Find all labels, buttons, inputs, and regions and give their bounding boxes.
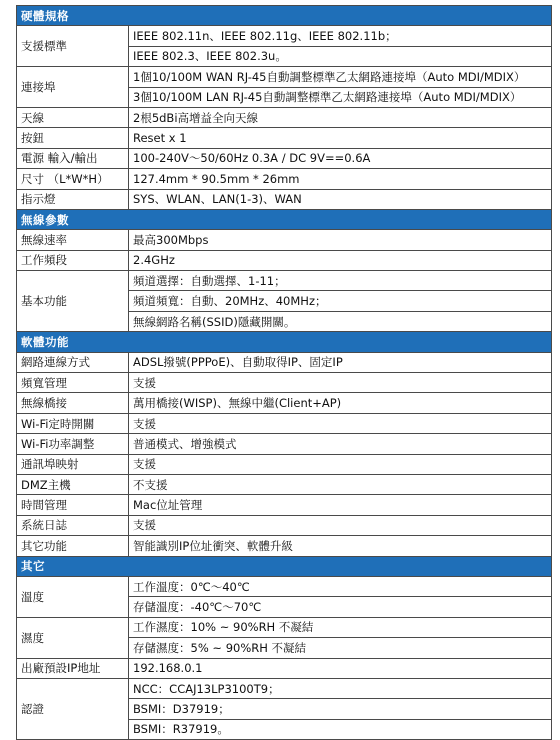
spec-value: 2根5dBi高增益全向天線 (129, 107, 552, 127)
spec-value: 頻道選擇：自動選擇、1-11； (129, 271, 552, 291)
spec-value: 支援 (129, 454, 552, 474)
spec-label: 出廠預設IP地址 (17, 658, 129, 678)
spec-label: Wi-Fi定時開關 (17, 413, 129, 433)
spec-value: 存儲濕度：5% ~ 90%RH 不凝結 (129, 638, 552, 658)
spec-row (17, 434, 552, 454)
spec-value: 1個10/100M WAN RJ-45自動調整標準乙太網路連接埠（Auto MDI/MDIX） (129, 67, 552, 87)
spec-value: 智能識別IP位址衝突、軟體升級 (129, 536, 552, 556)
section-header-row (17, 209, 552, 229)
spec-value: 存儲溫度：-40℃～70℃ (129, 597, 552, 617)
spec-row (17, 250, 552, 270)
spec-label: 系統日誌 (17, 515, 129, 535)
section-title: 硬體規格 (17, 6, 552, 26)
spec-value: 萬用橋接(WISP)、無線中繼(Client+AP) (129, 393, 552, 413)
spec-label: 按鈕 (17, 128, 129, 148)
spec-value: IEEE 802.3、IEEE 802.3u。 (129, 46, 552, 66)
section-header-row (17, 332, 552, 352)
spec-row (17, 271, 552, 291)
spec-value: BSMI：R37919。 (129, 719, 552, 739)
spec-value: NCC：CCAJ13LP3100T9； (129, 678, 552, 698)
spec-row (17, 678, 552, 698)
spec-value: 頻道頻寬：自動、20MHz、40MHz； (129, 291, 552, 311)
spec-table (16, 5, 552, 740)
spec-row (17, 658, 552, 678)
spec-label: 指示燈 (17, 189, 129, 209)
spec-value: 127.4mm * 90.5mm * 26mm (129, 169, 552, 189)
spec-label: 工作頻段 (17, 250, 129, 270)
spec-table-body (17, 6, 552, 740)
spec-label: Wi-Fi功率調整 (17, 434, 129, 454)
spec-value: 支援 (129, 515, 552, 535)
spec-label: 無線速率 (17, 230, 129, 250)
spec-value: 工作濕度：10% ~ 90%RH 不凝結 (129, 617, 552, 637)
spec-value: BSMI：D37919； (129, 699, 552, 719)
spec-label: 通訊埠映射 (17, 454, 129, 474)
spec-value: Mac位址管理 (129, 495, 552, 515)
spec-row (17, 373, 552, 393)
spec-value: 192.168.0.1 (129, 658, 552, 678)
spec-label: 天線 (17, 107, 129, 127)
spec-label: 基本功能 (17, 271, 129, 332)
spec-value: 最高300Mbps (129, 230, 552, 250)
spec-value: SYS、WLAN、LAN(1-3)、WAN (129, 189, 552, 209)
spec-row (17, 576, 552, 596)
section-header-row (17, 556, 552, 576)
spec-value: 不支援 (129, 474, 552, 494)
section-header-row (17, 6, 552, 26)
section-title: 軟體功能 (17, 332, 552, 352)
spec-row (17, 148, 552, 168)
spec-row (17, 393, 552, 413)
spec-row (17, 536, 552, 556)
spec-value: 工作溫度：0℃～40℃ (129, 576, 552, 596)
spec-label: 頻寬管理 (17, 373, 129, 393)
spec-row (17, 189, 552, 209)
spec-label: 濕度 (17, 617, 129, 658)
spec-label: 其它功能 (17, 536, 129, 556)
spec-label: 支援標準 (17, 26, 129, 67)
spec-label: 連接埠 (17, 67, 129, 108)
spec-value: ADSL撥號(PPPoE)、自動取得IP、固定IP (129, 352, 552, 372)
spec-row (17, 26, 552, 46)
spec-value: IEEE 802.11n、IEEE 802.11g、IEEE 802.11b； (129, 26, 552, 46)
spec-label: 電源 輸入/輸出 (17, 148, 129, 168)
spec-row (17, 352, 552, 372)
spec-value: 普通模式、增強模式 (129, 434, 552, 454)
section-title: 其它 (17, 556, 552, 576)
spec-row (17, 495, 552, 515)
spec-label: 網路連線方式 (17, 352, 129, 372)
spec-value: 2.4GHz (129, 250, 552, 270)
spec-value: 無線網路名稱(SSID)隱藏開關。 (129, 311, 552, 331)
spec-label: 無線橋接 (17, 393, 129, 413)
spec-value: 100-240V～50/60Hz 0.3A / DC 9V==0.6A (129, 148, 552, 168)
spec-row (17, 413, 552, 433)
spec-row (17, 67, 552, 87)
spec-row (17, 515, 552, 535)
spec-row (17, 454, 552, 474)
spec-label: 時間管理 (17, 495, 129, 515)
spec-row (17, 169, 552, 189)
spec-value: 支援 (129, 413, 552, 433)
section-title: 無線參數 (17, 209, 552, 229)
spec-label: 溫度 (17, 576, 129, 617)
spec-label: 尺寸 （L*W*H） (17, 169, 129, 189)
spec-row (17, 474, 552, 494)
spec-label: 認證 (17, 678, 129, 739)
spec-row (17, 617, 552, 637)
spec-row (17, 107, 552, 127)
spec-row (17, 128, 552, 148)
spec-row (17, 230, 552, 250)
spec-label: DMZ主機 (17, 474, 129, 494)
spec-value: 3個10/100M LAN RJ-45自動調整標準乙太網路連接埠（Auto MDI/MDIX） (129, 87, 552, 107)
spec-value: 支援 (129, 373, 552, 393)
spec-value: Reset x 1 (129, 128, 552, 148)
